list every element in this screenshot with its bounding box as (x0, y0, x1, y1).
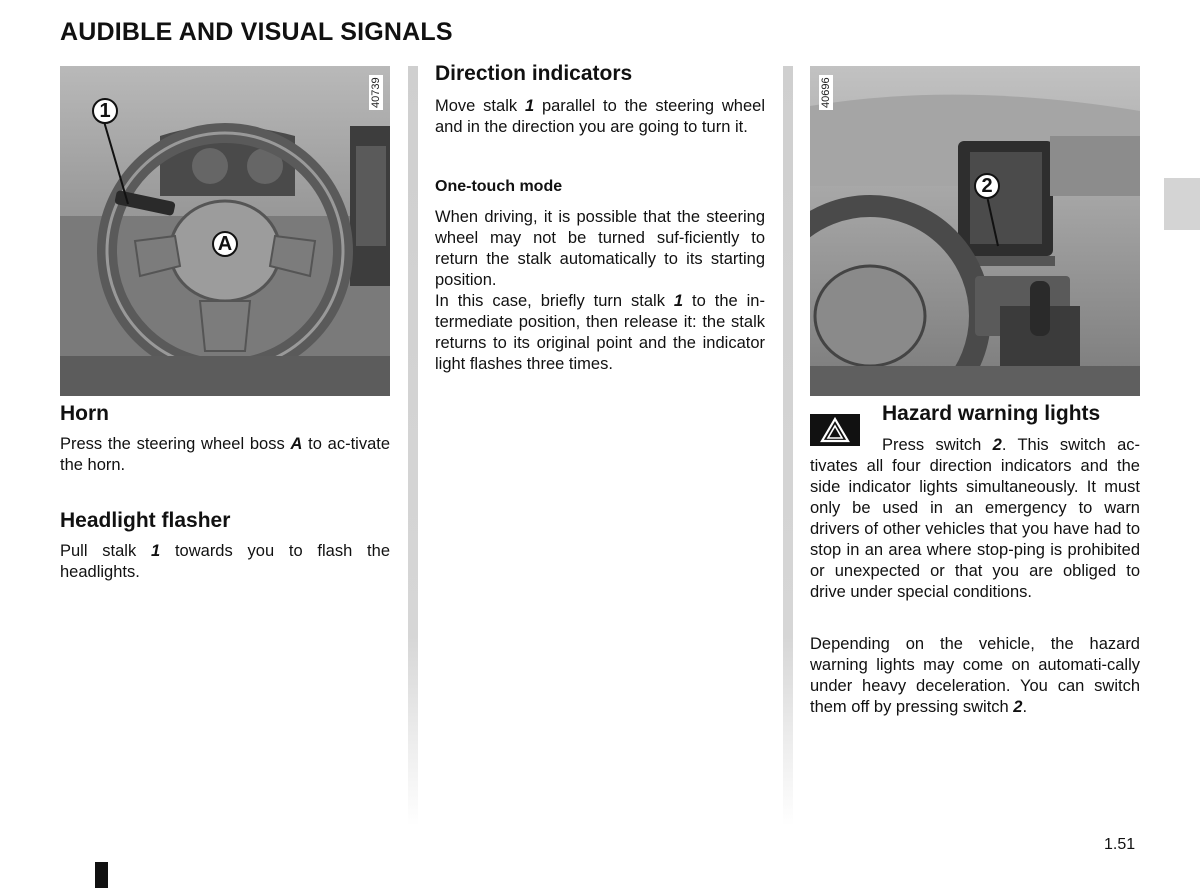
page-number: 1.51 (1104, 836, 1136, 853)
figure-code: 40696 (820, 77, 832, 108)
ref-a: A (290, 435, 303, 453)
hazard-text: Press switch 2. This switch ac-tivates all four direction indicators and the side indicator lights simultaneously. It must only be used in an emergency to warn drivers of other vehicles that you have had to stop in an area where stop-ping is prohibited or unexpected or that you are obliged to drive under special conditions. (810, 436, 1141, 601)
hazard-auto-text: Depending on the vehicle, the hazard warning lights may come on automati-cally under heavy deceleration. You can switch them off by pressing switch 2. (810, 635, 1140, 716)
horn-text: Press the steering wheel boss A to ac-tivate the horn. (60, 435, 391, 474)
dashboard-drawing (810, 66, 1140, 396)
page-edge-bar (95, 862, 108, 888)
steering-wheel-illustration (60, 66, 390, 396)
direction-indicators-heading: Direction indicators (435, 62, 633, 85)
callout-hazard-switch: 2 (974, 173, 1000, 199)
headlight-flasher-heading: Headlight flasher (60, 509, 231, 532)
column-separator (783, 66, 793, 826)
ref-2: 2 (1013, 698, 1023, 716)
ref-2: 2 (992, 436, 1002, 454)
ref-1: 1 (524, 97, 535, 115)
chapter-tab-marker (1164, 178, 1200, 230)
callout-boss: A (212, 231, 238, 257)
ref-1: 1 (673, 292, 684, 310)
figure-code: 40739 (370, 77, 382, 108)
one-touch-mode-heading: One-touch mode (435, 178, 563, 195)
headlight-flasher-text: Pull stalk 1 towards you to flash the headlights. (60, 542, 390, 581)
dashboard-illustration (810, 66, 1140, 396)
ref-1: 1 (151, 542, 161, 560)
one-touch-mode-text: When driving, it is possible that the steering wheel may not be turned suf-ficiently to return the stalk automatically to its starting position. In this case, briefly turn stalk 1 to the in-termediate position, then release it: the stalk returns to its original point and the indicator light flashes three times. (435, 208, 765, 373)
horn-heading: Horn (60, 402, 109, 425)
page-title: AUDIBLE AND VISUAL SIGNALS (60, 18, 453, 46)
column-separator (408, 66, 418, 826)
callout-stalk: 1 (92, 98, 118, 124)
hazard-heading: Hazard warning lights (882, 402, 1101, 425)
direction-indicators-text: Move stalk 1 parallel to the steering wheel and in the direction you are going to turn it. (435, 97, 765, 136)
